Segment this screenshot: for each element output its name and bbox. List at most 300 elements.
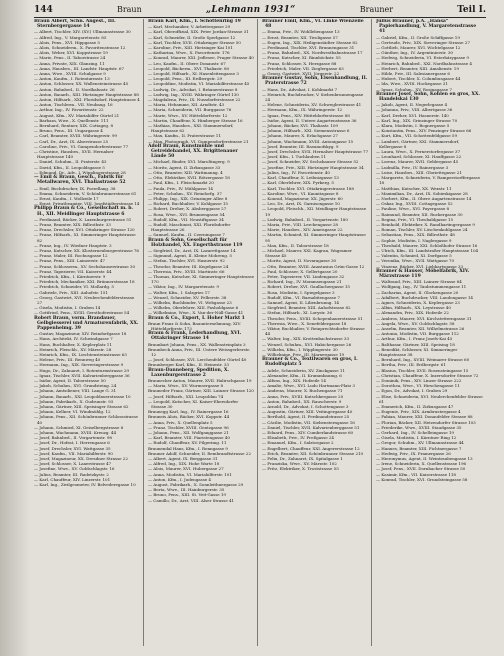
directory-entry: — Hans, Buchhalter, X. Keplerplatz 11	[34, 341, 112, 347]
directory-entry: — Josefine, Priv., XIII. Hietzinger Hauptstrasse 34	[262, 164, 364, 170]
directory-entry: — Samuel, Agent, II. Lilienbrunng. 14	[262, 299, 339, 305]
directory-entry: — Franz, Hilfsarb., XI. Simmeringer Hauptstrasse 82	[34, 232, 136, 243]
directory-entry: — Mathias, Hausbes., XXI. Stammersdorf, Hauptstrasse 62	[148, 123, 234, 134]
directory-entry: — Anna, Hausbes., III. Landstr. Hauptstr. 67	[34, 65, 124, 71]
directory-entry: — Anna, Priv., XVIII. Kutschkergasse 20	[262, 393, 344, 399]
directory-entry: — Anton, Kfm., I. Judengasse 4	[148, 476, 211, 482]
directory-entry: — Peter, Schuhm., XV. Reindorfg. 37	[148, 190, 222, 196]
directory-entry: — Oskar, Ing., XVIII. Cottagegasse 52	[376, 201, 453, 207]
directory-entry: — Emil, Buchdrucker, IX. Porzellang. 38	[34, 185, 116, 191]
directory-entry: — Helene, Priv., III. Rennweg 40	[34, 357, 101, 363]
directory-entry: — Günther, Ing., IV. Argentinierstr. 30	[376, 50, 453, 56]
directory-entry: — Andreas, Maurer, X. Buchengasse 71	[262, 388, 343, 394]
directory-entry: — Vinzenz, Bäcker, XVI. Liebhartsgasse 33	[376, 263, 464, 269]
directory-entry: — Berta, Wwe., III. Hainburgerstr. 35	[148, 487, 225, 493]
directory-entry-heading: Braun & Frank, Lederhandlung, XVI. Ottakringer Strasse 14	[148, 331, 242, 342]
directory-entry: — Max, Photograph, VI. Gumpendorferstrasse 21	[148, 138, 249, 144]
directory-entry-heading: Brauner Josef, Sohn, Kohlen en gros, XX. Handelskai 130	[376, 91, 480, 103]
directory-entry: — Franziska, Wwe., XV. Märzstr. 102	[262, 461, 337, 467]
directory-entry-heading: Brauner Emil, Kfm., VI. Linke Wienzeile 48	[262, 19, 364, 30]
directory-entry: — Josef, Beamter, III. Rasumofskyg. 9	[262, 143, 339, 149]
directory-entry: — Adele, Schneiderin, XV. Zinckgasse 11	[262, 367, 345, 373]
directory-entry: — Franz, Tapezierer, VII. Kaiserstr. 44	[34, 268, 112, 274]
directory-entry: — Alfred, Ing., XIX. Hohe Warte 18	[148, 461, 220, 467]
directory-entry: — Johanna, Priv., VIII. Albertgasse 36	[376, 107, 453, 113]
directory-entry: — Otto, Beamter, XVIII. Anastasius Grün-Gasse 12	[262, 263, 365, 269]
directory-entry: — Theodor, Beamter, III. Kegelgasse 24	[148, 263, 229, 269]
directory-entry: — Julius, Beamter, III. Radetzkystr. 2	[34, 471, 109, 477]
header-left-word: Braun	[116, 5, 142, 14]
directory-entry: — Gertrude, Priv., XIX. Sieveringer Strasse 27	[376, 39, 470, 45]
directory-entry-heading: Robert Braun, vorm. Brandauer, Gelbgiesserei und Armaturenfabrik, XX. Pappenheimg. 39	[34, 315, 139, 331]
directory-entry: — Waltraud, Priv., XIII. Lainzer Strasse 84	[376, 279, 462, 285]
directory-entry: — Eduard, Pens., XIV. Cumberlandstrasse 60	[262, 430, 354, 436]
directory-entry: — Michael, Maurer, XXI. Kagran, Wagramer Strasse 45	[262, 247, 352, 259]
directory-entry: — Martin, Chauffeur, X. Himberger Strasse 16	[148, 117, 243, 123]
directory-entry: — Heinrich, Fleischh., XV. Märzstr. 28	[34, 346, 112, 352]
directory-entry-heading: Brauner & Co., Textilwaren en gros, I. Rudolfsplatz 5	[262, 357, 358, 368]
column-1	[34, 19, 144, 646]
directory-entry: — Christine, Hausbes., XVII. Hernalser Hauptstrasse 140	[34, 149, 114, 160]
directory-entry: — Balthasar, Gärtner, XIII. Speising 18	[376, 341, 455, 347]
directory-entry: — Jakob, Agent, II. Negerlegasse 4	[376, 102, 447, 108]
directory-entry: — Ignaz, Pens., XIV. Hütteldorferstrasse 88	[262, 112, 350, 118]
directory-entry: — Alfred, Ing., V. Margaretenstr. 85	[34, 34, 107, 40]
directory-entry: — Anton, Bahnbed., XX. Rauscherstr. 9	[262, 398, 342, 404]
directory-entry: — Wolfgang, Ing., IV. Taubstummengasse 11	[376, 284, 467, 290]
directory-entry: — Engelbert, Chauffeur, XXI. Angererstrasse 12	[262, 445, 360, 451]
directory-entry: — Walter, Kfm., I. Salzgries 17	[148, 289, 210, 295]
directory-entry: — Josef, Pens., XVII. Dornbacher Strasse 50	[376, 466, 466, 472]
directory-entry: — Magdalena, Priv., IX. Nussdorferstrasse 22	[148, 97, 241, 103]
directory-entry: — Ulrich, Kfm., III. Landstraßer Hauptstrasse 104	[376, 247, 479, 253]
directory-entry: — Albert, Tischler, XIV. (XV.) Ullmannstrasse 30	[34, 29, 131, 35]
directory-entry: — Anna, Private, XIX. Glanzing. 11	[34, 60, 105, 66]
directory-entry: — Karl, Beamter, VIII. Piaristengasse 40	[148, 435, 230, 441]
directory-entry: — Friederike, Wwe., XVIII. Staudgasse 35	[376, 424, 462, 430]
directory-entry: — Gisela, Modistin, I. Graben 14	[34, 305, 101, 311]
directory-entry: — Robert, Dreher, X. Absberggasse 27	[148, 206, 227, 212]
directory-entry: — Viktor, Ing., IV. Margaretenstr. 9	[148, 284, 219, 290]
directory-entry: Braunbart Johann, Pens., XX. Wallensteinplatz 3	[148, 341, 246, 347]
page-title: „Lehmann 1931“	[205, 5, 296, 15]
directory-entry: — Alfons, Ing., XIX. Hofzeile 14	[262, 378, 326, 384]
directory-entry: — Johann, Amtsdiener, VIII. Lange G. 31	[34, 388, 117, 394]
part-label: Teil I.	[457, 5, 486, 15]
directory-entry: — Daniel, Schuhm., II. Praterstr. 43	[34, 159, 107, 165]
directory-entry: — Friedrich, Mechaniker, XXI. Brünnerstrasse 18	[34, 279, 135, 285]
directory-entry: — Camillo, Dr., Arzt, VIII. Alser Strasse 41	[148, 497, 235, 503]
directory-entry: — Arthur, Ing., IV. Favoritenstr. 22	[34, 107, 104, 113]
directory-entry: — Leopold, Bäckerm., XVI. Thaliastr. 80	[148, 65, 230, 71]
directory-entry: — Berthold, Agent, II. Ferdinandstrasse 25	[262, 414, 350, 420]
directory-entry: — Leopoldine, Modistin, VI. Mariahilferstrasse 45	[148, 81, 250, 87]
directory-entry: — Zacharias, Agent, II. Glockengasse 20	[376, 289, 459, 295]
directory-entry-heading: Braun Albert, Schn. Angest., III. Sternbergergasse 14	[34, 19, 116, 30]
directory-entry: — Richard, Buchhalter, V. Kohlgasse 15	[148, 201, 228, 207]
directory-entry: — Hermann, Kfm., IX. Währingerstr. 12	[262, 107, 343, 113]
directory-entry: — Valentin, Schmied, XI. Dorfgasse 5	[376, 253, 452, 259]
directory-entry: — Josef, Drechsler, XVI. Wattgasse 35	[34, 445, 111, 451]
directory-entry: — Heinrich, Kfm., IX. Liechtensteinstrasse 63	[34, 352, 127, 357]
directory-entry: — Hubert, Tischler, X. Columbusgasse 44	[376, 76, 461, 82]
directory-entry: — Franz, Tischler, XVIII. Gentzgasse 96	[148, 424, 229, 430]
directory-entry: — Emanuel, Kfm., I. Salztorgasse 2	[262, 440, 334, 446]
directory-entry: — Johann, Wachmann, XVIII. Antonigasse 15	[262, 138, 353, 144]
directory-entry: — Josef, Kaufm., VII. Mariahilferstr. 90	[34, 450, 113, 456]
directory-entry: — Gabriele, Priv., XIII. Auhofstr. 151	[34, 289, 108, 295]
directory-entry: — Benedikt, Schlosser, XI. Simmeringer Hauptstrasse 38	[376, 346, 458, 357]
directory-entry: — Friedrich, Schneider, VI. Mollardg. 5	[34, 284, 114, 290]
directory-entry: — Franz, Maler, III. Rochusgasse 12	[34, 253, 108, 259]
directory-entry: — Reinhold, Elektriker, X. Randhartingergasse 9	[376, 221, 475, 227]
directory-entry: — Cäcilie, Modistin, VII. Siebensterngasse 16	[262, 419, 355, 425]
directory-entry: — Karl, Oberoffizial, XIX. Peter Jordan-Strasse 31	[148, 29, 249, 35]
directory-entry: — Elise, Schneiderin, XVI. Neulerchenfelder Strasse 61	[376, 393, 483, 404]
directory-entry: — Ferdinand, Bäcker, X. Laxenburgerstrasse 51	[34, 216, 132, 222]
directory-entry: — Franz, Ing., IV. Wiedner Hauptstr. 3	[34, 242, 112, 248]
directory-entry: — Luise, Hausbes., XIII. Gloriettegasse 21	[376, 169, 462, 175]
directory-entry: — Elisabeth, Priv., IV. Preßgasse 24	[262, 435, 334, 441]
directory-entry: — Christian, Chauffeur, X. Inzersdorfer Strasse 72	[376, 372, 479, 378]
directory-entry: — Antonia, Modistin, VII. Burggasse 112	[376, 331, 459, 337]
directory-entry: — Hans, Architekt, IV. Schwindgasse 7	[34, 336, 113, 342]
directory-entry: — Hilde, Priv., III. Salesianergasse 6	[376, 71, 450, 77]
directory-entry: — Josef, Magazineur, XX. Dresdner Strasse 22	[34, 456, 128, 462]
directory-entry: — Franz, Bahnbed., XX. Nordwestbahnstrasse 17	[262, 50, 363, 56]
directory-entry: — Karoline, Priv., XIII. Hietzinger Kai 101	[148, 45, 233, 51]
directory-entry: — Florian, Bäcker, XII. Hetzendorfer Strasse 103	[376, 419, 476, 425]
directory-entry: Braunendal Hans, Kfm., I. Renngasse 9	[148, 445, 228, 451]
directory-entry: — Ambros, Maurer, XVI. Kirchstetterngasse 31	[376, 315, 472, 321]
directory-entry: — Johann, Gärtner, XIII. Speisinger Strasse 62	[34, 404, 129, 410]
directory-entry: — Paula, Priv., IV. Mühlgasse 14	[148, 185, 213, 191]
directory-entry: — Franz, Pens., XIII. Lainzerstr. 47	[34, 258, 105, 264]
directory-entry: — Franz, Kutscher, XX. Klosterneuburgerstrasse 76	[34, 247, 139, 253]
directory-entry-heading: Braun-Danneberg, Spedition, X. Laxenburgerstrasse 2	[148, 367, 229, 378]
directory-entry: — Hedwig, Schneiderin, VI. Esterházygasse 9	[376, 55, 469, 61]
directory-entry: — Wilhelmine, Priv., III. Marxergasse 19	[262, 352, 345, 357]
directory-entry: — Paul, Schlosser, X. Gellertgasse 20	[262, 268, 338, 274]
directory-entry: — Leopold, Fleischh., XII. Meidlinger Hauptstrasse 19	[262, 206, 367, 217]
directory-entry: — Theresia, Wwe., X. Senefeldergasse 18	[262, 320, 347, 326]
directory-entry: — Ludwig, Bahnbed., II. Vorgartenstr. 180	[262, 216, 348, 222]
directory-entry: — Johann, Pens., XII. Schönbrunner Schlossstrasse 40	[34, 414, 138, 425]
directory-entry: — Pauline, Wwe., XVI. Payergasse 8	[376, 206, 450, 212]
directory-entry: — Walter, Ing., XIX. Krottenbachstrasse 33	[262, 336, 349, 342]
directory-entry: — Leo, Kaufm., II. Obere Donaustr. 67	[148, 60, 226, 66]
directory-entry: — Ferdinand, Tischler, XVI. Brunnengasse 31	[262, 45, 355, 51]
directory-entry: — Josef, Drechsler, XVII. Hernalser Hauptstrasse 77	[262, 149, 368, 155]
directory-entry: — Rosa, Wwe., XVI. Brunnengasse 54	[148, 211, 225, 217]
directory-entry: — Alois, Weber, XVI. Koppstrasse 19	[34, 50, 108, 56]
directory-entry: — Friedrich, Kfm., I. Kärntnerstr. 9	[34, 273, 106, 279]
directory-entry: — Anton, Bauarb., XIII. Hietzinger Hauptstrasse 88	[34, 91, 139, 97]
directory-entry: — Anton, Kaufm., I. Rotenturmstr. 13	[34, 76, 110, 82]
directory-entry: — Gisela, Modistin, I. Kärntner Ring 12	[376, 435, 457, 441]
directory-entry: — Gerhard, Ing., IV. Schelleingasse 19	[376, 430, 454, 436]
directory-entry: — Leopold, Kutscher, XI. Kaiser-Ebersdorfer Strasse 30	[148, 398, 239, 410]
directory-entry: — Josef, Hilfsarb., XXI. Leopoldau 74	[148, 393, 224, 399]
directory-entry: — Katharina, Wwe., X. Favoritenstr. 176	[148, 50, 230, 56]
directory-columns	[34, 19, 486, 646]
directory-entry: Braunberger Karl, Kfm., II. Heinestr. 33	[148, 362, 229, 368]
directory-entry-heading: Braun Karl, Kfm., I. Schottenring 19	[148, 19, 241, 24]
directory-entry: — Kurt, Kfm., VII. Schottenfeldgasse 59	[376, 133, 458, 139]
directory-entry: — Carl, Dr., Arzt, IX. Alserstrasse 25	[34, 138, 109, 144]
directory-entry: — Sophie, Modistin, I. Naglergasse 9	[376, 237, 452, 243]
directory-entry: — Wenzel, Schneider, XV. Felberstr. 38	[148, 294, 227, 300]
directory-entry: — Maximilian, Dr., Arzt, IX. Sobieskigasse 28	[376, 190, 468, 196]
directory-entry: — Ernst, Privatbeamter, VIII. Josefstädterstrasse 14	[34, 201, 140, 207]
directory-entry: — Josef, Kfm., I. Tuchlauben 11	[262, 154, 326, 160]
directory-entry: — Emma, Schneiderin, V. Schönbrunnerstrasse 61	[34, 190, 137, 196]
directory-entry: — Ernst, Beamter, XII. Tivoligasse 57	[262, 34, 338, 40]
directory-entry: — Josef, Bahnbed., II. Vorgartenstr. 98	[34, 435, 112, 441]
directory-entry: — Maria, Hebamme, XII. Arndtstr. 43	[148, 102, 225, 108]
directory-entry: — Gottlieb, Maurer, XVI. Wichtelgasse 12	[376, 45, 461, 51]
directory-entry: — Rudolf, Maschinist, XXI. Floridsdorfer Hauptstrasse 26	[148, 221, 231, 233]
directory-entry: — Karl, Schneider, II. Große Sperlgasse 12	[148, 34, 236, 40]
directory-entry: — Emmerich, Kfm., II. Zirkusgasse 47	[376, 404, 454, 410]
directory-entry: — Leopold, Pens., III. Erdbergstr. 29	[148, 76, 223, 82]
directory-entry: — Josef, Schneider, XV. Sechshauser Strasse 52	[262, 159, 359, 165]
directory-entry: — Eugenie, Priv., XIX. Armbrustergasse 4	[376, 409, 461, 415]
directory-entry: — Josef, Schlosser, XVI. Lerchenfelder Gürtel 40	[148, 357, 247, 363]
directory-entry: — Georg, Gastwirt, XVII. Jörgerstr. 22	[262, 71, 340, 77]
directory-entry: — Paul, Kfm., I. Fleischmarkt 20	[148, 180, 214, 186]
directory-entry: — Maria, Priv., VIII. Lerchengasse 28	[262, 221, 338, 227]
directory-entry: — Karl, Ing., XIX. Grinzinger Strasse 70	[376, 117, 458, 123]
directory-entry: — Johann, Bäcker, XVI. Thaliastr. 109	[262, 123, 338, 129]
column-2	[148, 19, 258, 646]
directory-entry: — Anna, Modistin, VI. Mariahilferstr. 101	[148, 471, 232, 477]
directory-entry: — Sebastian, Pens., XIX. Billrothstr. 48	[376, 232, 455, 238]
running-header	[34, 4, 486, 16]
page-gutter-shadow	[0, 0, 30, 656]
directory-entry: Braunecker Anton, Maurer, XVII. Halirschgasse 19	[148, 378, 252, 384]
directory-entry: — Franz, Drechsler, XVI. Ottakringer Strasse 120	[34, 227, 135, 233]
directory-entry: — Carl, Beamter, XVIII. Währingerstr. 99	[34, 133, 117, 139]
directory-entry-heading: Julius Brauner, p.A. „Hansa“ Papierhandlung, V. Margaretenstrasse 41	[376, 19, 477, 35]
directory-entry: — Heinrich, Buchdrucker, V. Siebenbrunnengasse 24	[262, 91, 364, 103]
directory-entry: — Karoline, Wwe., VI. Kaunitzgasse 8	[262, 190, 339, 196]
directory-entry: — Johann, Wachmann, XVIII. Kreuzg. 44	[34, 430, 117, 436]
directory-entry: — Bernhard, Rentner, XIX. Cottageg. 8	[34, 123, 114, 129]
directory-entry: — Helene, Schneiderin, XV. Schweglerstrasse 41	[262, 102, 362, 108]
directory-entry: — Isidor, Agent, II. Taborstrasse 50	[34, 378, 106, 384]
directory-entry-heading: Brauner Gustav, Sohn, Eisenhandlung, II. Praterstrasse 72	[262, 76, 368, 87]
page-number: 144	[34, 5, 53, 15]
directory-entry: — Johann, Maurer, X. Erlachgasse 27	[262, 133, 338, 139]
directory-entry: — Regina, Priv., VI. Theobaldgasse 15	[376, 216, 454, 222]
directory-entry: — Franz, Kutscher, XI. Rinnböckstr. 55	[262, 55, 341, 61]
directory-entry: — Bruno, Pens., III. Ungargasse 4	[34, 128, 103, 134]
directory-entry: Braun Franz & Sohn, Bauunternehmung, XIV. Hütteldorferstr. 173	[148, 320, 241, 331]
directory-entry: — Irene, Schneiderin, X. Quellenstrasse 196	[376, 461, 467, 467]
directory-entry: — Franz, Beamter, XIX. Billrothstr. 33	[34, 221, 111, 227]
directory-entry: — Martin, Schmied, XI. Simmeringer Hauptstrasse 95	[262, 232, 366, 243]
directory-entry: — Klara, Modistin, I. Bognergasse 5	[376, 123, 450, 129]
directory-entry: — Robert, Dreher, XVI. Gaullachergasse 15	[262, 284, 350, 290]
directory-entry: — Karl, Mechaniker, V. Arbeitergasse 29	[148, 24, 231, 30]
directory-entry: — Johann, Fabrikarb., X. Gudrunstr. 93	[34, 398, 114, 404]
directory-entry: — Ludwig, Ing., XVIII. Währinger Gürtel 130	[148, 91, 239, 97]
header-right-word: Brauner	[359, 5, 394, 14]
directory-entry: Brauneis Alois, Bäcker, XVI. Koppstr. 44	[148, 414, 230, 420]
directory-entry: — Samuel, Kaufm., II. Czerningasse 7	[148, 232, 225, 238]
directory-entry: — Anton, Schlosser, XX. Wallensteinstrasse 45	[34, 81, 129, 87]
directory-entry: — Theresia, Priv., XVIII. Martinstr. 66	[148, 268, 225, 274]
directory-entry: — Isidor, Agent, II. Untere Augartenstrasse 36	[262, 117, 357, 123]
directory-entry: — Alois, Pens., XVI. Hippgasse 5	[34, 39, 100, 45]
directory-entry: — Amalie, Wwe., XVI. Ludo Hartmann-Platz 3	[262, 383, 355, 389]
directory-entry: — Ludwig, Dr., Advokat, I. Bräunerstrasse 8	[148, 86, 238, 92]
directory-entry: — Caroline, Priv., VI. Gumpendorferstrasse 77	[34, 143, 129, 149]
column-3	[262, 19, 372, 646]
directory-entry: — Bertha, Priv., III. Erdbergstr. 61	[376, 362, 446, 368]
directory-entry: — Karl, Tischler, XVII. Ottakringer Strasse 50	[148, 39, 241, 45]
directory-entry: — Leonhard, Schlosser, XI. Hauffgasse 22	[376, 154, 462, 160]
directory-entry: — Jakob, Schuhm., XVI. Grundsteing. 24	[34, 383, 117, 389]
directory-entry: — Ignaz, Schuhm., XV. Rosinagasse 7	[376, 86, 452, 92]
directory-entry: — Anna, Priv., X. Quellenplatz 5	[148, 419, 213, 425]
column-4	[376, 19, 486, 646]
directory-entry: — Stefan, Hilfsarb., XI. Lorystr. 36	[262, 310, 333, 316]
directory-entry-heading: Brauner & Hauser, Möbelfabrik, XIV. Märzstrasse 119	[376, 268, 470, 279]
directory-entry: — Rudolf, Kfm., VII. Neustiftgasse 34	[148, 216, 224, 222]
directory-entry: — Stefan, Tischler, XVI. Hasnerstr. 92	[148, 258, 225, 264]
directory-entry: — Ludmilla, Priv., IV. Rainergasse 3	[376, 164, 449, 170]
directory-entry: — Johann, Kellner, VI. Windmühlg. 12	[34, 409, 111, 415]
directory-entry: — Philipp, Ing., XIX. Grinzinger Allee 8	[148, 195, 228, 201]
directory-entry: — Gregor, Schuhm., XV. Ullmannstrasse 44	[376, 440, 464, 446]
directory-entry: — Hannes, Beamter, XIII. Fichtnergasse 7	[376, 445, 462, 451]
directory-entry: — Julius, Ing., IV. Favoritenstr. 40	[262, 169, 330, 175]
directory-entry: — Thomas, Kutscher, XI. Simmeringer Hauptstrasse 170	[148, 273, 254, 285]
directory-entry: — Josefine, Wwe., XV. Goldschlagstr. 16	[34, 466, 115, 472]
directory-entry: — Alois, Schneiderm., X. Favoritenstrasse 12	[34, 45, 126, 51]
header-rule	[34, 17, 486, 18]
directory-entry: — Matthias, Kutscher, XX. Wexstr. 11	[376, 185, 452, 191]
directory-entry: — Theodor, Pens., XVIII. Schopenhauerstrasse 51	[262, 315, 363, 321]
directory-entry: — Rosa, Modistin, I. Spiegelgasse 3	[262, 289, 335, 295]
directory-entry: — Lorenz, Maurer, XVII. Geblergasse 45	[376, 159, 459, 165]
directory-entry: — Johann, Schmied, XI. Geiselbergstrasse 8	[34, 424, 124, 430]
directory-entry: — Heinrich, Bahnbed., XXI. Nordbahnstrasse 4	[376, 60, 472, 66]
directory-entry-heading: Adolf Braun, Kunstmühle und Getreidehandel, XX. Brigittenauer Lände 50	[148, 143, 238, 160]
directory-entry: — Otto, Elektriker, XVII. Rötzergasse 18	[148, 175, 230, 181]
directory-entry: — Moritz, Agent, II. Novaragasse 30	[262, 258, 337, 264]
directory-entry: — Anton, Tischlerm., VII. Neubaug. 16	[34, 102, 113, 108]
directory-entry: — Maria, Schneiderin, VII. Burggasse 76	[148, 107, 232, 113]
directory-entry-heading: Philipp Braun & Co., Gesellschaft m. b. H., XII. Meidlinger Hauptstrasse 6	[34, 206, 133, 217]
directory-entry: — Michael, Binder, XVI. Maroltingerg. 9	[148, 159, 230, 165]
directory-entry: — Bernhard, Ing., XVIII. Weimarer Strasse 60	[376, 357, 470, 363]
directory-entry: — Franz, Schlosser, X. Herzgasse 88	[262, 60, 337, 66]
directory-entry: — Johann, Pens., XII. Wolfganggasse 21	[148, 430, 229, 436]
directory-entry: — Karl, Chauffeur, XIV. Linzerstr. 101	[34, 476, 111, 482]
directory-entry: — Max, Kfm., II. Taborstrasse 18	[262, 242, 329, 248]
directory-entry: — Maria, Wwe., XV. Wurmsergasse 8	[148, 383, 224, 389]
directory-entry: — Josef, Dr., Hofrat, I. Herrengasse 6	[34, 440, 110, 446]
directory-entry: — Josef, Schlosser, X. Laaerstrasse 47	[34, 461, 112, 467]
directory-entry: — Ignaz, Tischler, XVII. Kalvarienberggasse 36	[34, 372, 130, 378]
directory-entry: — Blasius, Tischler, XVII. Rosensteingasse 15	[376, 367, 469, 373]
directory-entry: — Norbert, Kfm., II. Obere Augartenstrasse 14	[376, 195, 472, 201]
directory-entry-heading: Braun & Co., Export, I. Hoher Markt 1	[148, 315, 245, 321]
directory-entry: — Konstantin, Pens., XIV. Penzinger Strasse 66	[376, 128, 472, 134]
directory-entry: — Ida, Wwe., XVIII. Hockegasse 31	[376, 81, 448, 87]
directory-entry: — Marie, Hausbes., XIV. Ameisgasse 22	[262, 227, 343, 233]
directory-entry: — Konrad, Maurer, XXI. Jedlesee, Prager Strasse 40	[148, 55, 254, 61]
directory-entry: — Laura, Wwe., X. Pernerstorfergasse 37	[376, 149, 461, 155]
directory-entry: — Angela, Wwe., XV. Goldschlagstr. 58	[376, 320, 455, 326]
directory-entry: — Wilhelmine, Wwe., X. Van-der-Nüll-Gasse 41	[148, 310, 244, 316]
directory-entry: — Karl, Chauffeur, X. Leibnizgasse 13	[262, 175, 339, 181]
directory-entry: Braunegg Karl, Ing., IV. Rainergasse 16	[148, 409, 229, 415]
directory-entry: — Albin, Hilfsarb., XX. Leystrasse 40	[376, 305, 451, 311]
directory-entry: — Viktor, Buchhalter, V. Reinprechtsdorfer Strasse 44	[262, 325, 365, 337]
directory-entry: — Marie, Wwe., XV. Hütteldorferstr. 12	[148, 112, 228, 118]
directory-entry: — Alexander, Kfm., II. Krummbaumg. 6	[262, 372, 342, 378]
directory-entry: — Siegfried, Beamter, XIII. Auhofstrasse 82	[262, 305, 351, 311]
directory-entry: — Anselm, Beamter, XII. Wilhelmstrasse 26	[376, 325, 465, 331]
directory-entry: — Hedwig, Priv., IX. Pramergasse 26	[376, 450, 451, 456]
directory-entry: — Max, Kaufm., II. Praterstrasse 11	[148, 133, 221, 139]
directory-entry: — Karl, Oberlehrer, XIX. Pyrkerg. 5	[262, 180, 334, 186]
directory-entry: — Alexandra, Priv., XIX. Hofzeile 22	[376, 310, 449, 316]
directory-entry: — Wilhelm, Kfm., I. Wipplingerstr. 30	[262, 346, 338, 352]
directory-entry: Brauner Adolf, Schneider, II. Rembrandtstrasse 22	[148, 450, 251, 456]
directory-entry: — Johann, Hilfsarb., XXI. Siemensstrasse 6	[262, 128, 350, 134]
directory-entry: — Hermann, Ing., XIX. Sieveringerstrasse 9	[34, 362, 124, 368]
directory-entry: — Herbert, Beamter, XIII. Amalienstr. 19	[376, 65, 459, 71]
directory-entry: — Leopold, Hilfsarb., XI. Hasenleitengasse 3	[148, 71, 239, 77]
directory-entry: — Sigmund, Agent, II. Kleine Mohreng. 5	[148, 253, 232, 259]
directory-entry: — Dominik, Pens., XIV. Linzer Strasse 222	[376, 378, 462, 384]
directory-entry: — Marie, Pens., II. Taborstrasse 24	[34, 55, 106, 61]
directory-entry: — Hieronymus, Agent, II. Weintraubengasse 13	[376, 456, 473, 462]
directory-entry: — Eugen, Ing., XIX. Heiligenstädter Strasse 82	[262, 39, 358, 45]
directory-entry: — Karl, Dreher, XVI. Hasnerstr. 140	[376, 112, 449, 118]
directory-entry: — Franz, Schlosserm., XV. Sechshauserstrasse 30	[34, 263, 136, 269]
directory-entry: — Daniel, Tischler, XVII. Kalvarienberggasse 51	[262, 424, 360, 430]
directory-entry: — Arthur, Kfm., I. Franz Josefs-Kai 45	[376, 336, 453, 342]
directory-entry: — Bruno, Pens., XIII. St. Veit-Gasse 19	[148, 492, 226, 498]
directory-entry: — Gabriel, Kfm., II. Große Schiffgasse 19	[376, 34, 460, 40]
directory-entry: — Erich, Beamter, XII. Schönbrunner Strasse 210	[262, 450, 364, 456]
directory-entry: — Richard, Ing., IV. Mommsengasse 21	[262, 279, 342, 285]
directory-entry-heading: — Emil & Braun, Gesch., Fabrik für Metallwaren, XVI. Thaliastrasse 52	[34, 175, 126, 186]
directory-entry: — Dorothea, Wwe., VI. Hirschengasse 11	[376, 383, 460, 389]
directory-entry: — Wilhelm, Buchbinder, VI. Webgasse 23	[148, 299, 232, 305]
directory-entry: — Otto, Beamter, XIII. Wattmanng. 4	[148, 169, 223, 175]
directory-entry: — August, Fabrikarb., X. Sonnleithnergasse 29	[148, 482, 244, 488]
directory-entry: — Raimund, Beamter, XII. Ruckergasse 30	[376, 211, 463, 217]
directory-entry-heading: Braun & Sohn, Gesellschaft für Holzhandel, XX. Engerthstrasse 119	[148, 237, 243, 248]
directory-entry: — Adalbert, Buchdrucker, VIII. Laudongasse 14	[376, 294, 473, 300]
directory-entry: — Lambert, Gärtner, XXI. Stammersdorf, Kellergasse 8	[376, 138, 460, 149]
directory-entry: — Wilhelm, Oberlehrer, XIII. Fasholdgasse 6	[148, 305, 239, 311]
directory-entry: — Karl, Ing., Zivilgeometer, IV. Belvederegasse 10	[34, 482, 136, 488]
directory-entry: — Theobald, Maurer, XXI. Schloßhofer Strasse 16	[376, 242, 478, 248]
directory-entry: — Anton, Hilfsarb., XXI. Floridsdorf, Hauptstrasse 4	[34, 97, 140, 103]
directory-entry: — Rudolf, Kfm., VI. Barnabitengasse 7	[262, 294, 340, 300]
directory-entry: Braunbeck Anna, Priv., III. Untere Weissgerberstr. 12	[148, 346, 250, 357]
directory-entry: — Leo, Dr., Arzt, IX. Garnisongasse 10	[262, 201, 340, 207]
directory-entry: — Karl, Tischler, XVI. Ottakringerstrasse 188	[262, 185, 354, 191]
